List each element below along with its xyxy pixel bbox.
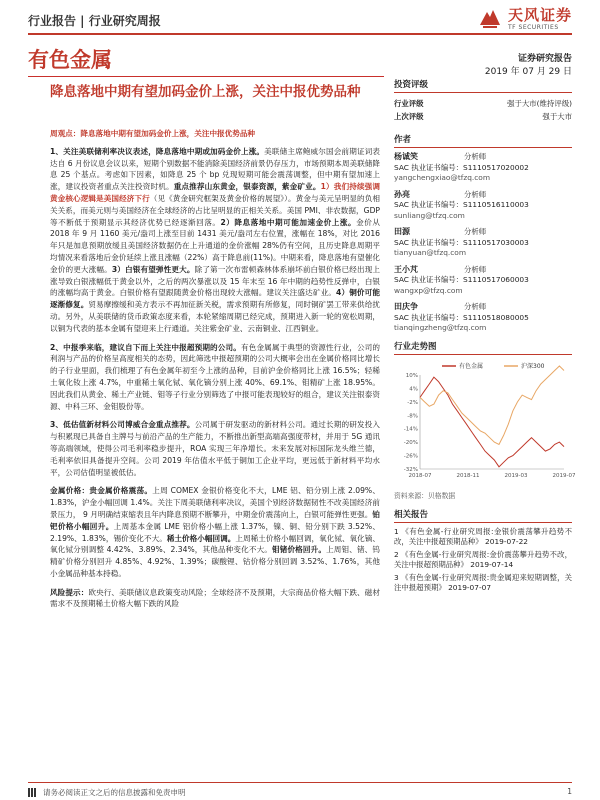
y-tick-label: -26%	[403, 453, 418, 460]
rating-value: 强于大市(维持评级)	[507, 99, 572, 108]
text-run: 上周 COMEX 金银价格变化不大，LME 铝、铅分别上涨 2.09%、1.83%，沪金小幅回调 1.4%。关注下周美联储利率决议，美国个别经济数据韧性不改美国经济前景压力， 9 月明确结束缩表且年内降息预期不断攀升，中期金价震荡向上，白银可能弹性更强。	[50, 486, 380, 519]
paragraph-4	[50, 485, 380, 579]
sector-rule	[28, 76, 384, 77]
related-heading: 相关报告	[394, 508, 572, 523]
author-name: 田庆争	[394, 302, 418, 311]
author-email[interactable]: wangxp@tfzq.com	[394, 285, 463, 295]
x-tick-label: 2019-07	[552, 472, 576, 479]
related-report-item[interactable]: 2 《有色金属-行业研究周报:金价震荡攀升趋势不改，关注中报超预期品种》 2019-07-14	[394, 549, 572, 569]
y-tick-label: 4%	[409, 385, 418, 392]
series-line-1	[420, 377, 564, 467]
author-email[interactable]: tianyuan@tfzq.com	[394, 248, 467, 257]
author-entry	[394, 152, 572, 184]
text-run: 公司属于研发驱动的新材料公司。通过长期的研发投入与积累现已具备自主牌号与前沿产品的生产能力，不断推出新型高端高强度带材，并用于 5G 通讯等高端领域，使得公司毛利率稳步提升，ROA 实现三年净增长。未来发展对标国际龙头维兰德，毛利率依旧具备提升空间。公司 2019 年估值水平低于铜加工企业平均，更远低于新材料平均水平，公司估值明显被低估。	[50, 420, 380, 477]
text-run: 贸易摩擦缓和美方表示不再加征新关税，需求预期有所修复，同时铜矿罢工带来供给扰动。另外，从美联储的货币政策态度来看，本轮紧缩周期已经完成，预期进入新一轮的宽松周期，以铜为代表的基本金属有望迎来上行通道。关注紫金矿业、云南铜业、江西铜业。	[50, 300, 381, 333]
author-heading: 作者	[394, 133, 572, 148]
y-tick-label: -14%	[403, 426, 418, 433]
doc-date: 2019 年 07 月 29 日	[484, 67, 572, 77]
text-run: 欧央行、美联储议息政策变动风险；全球经济不及预期，大宗商品价格大幅下跌、磁材需求不及预期稀土价格大幅下跌的风险	[50, 587, 381, 609]
legend-label: 沪深300	[521, 362, 545, 370]
prev-rating-row	[394, 110, 572, 123]
text-run: 3）白银有望弹性更大。	[111, 264, 195, 274]
text-run: 上周基本金属 LME 铝价格小幅上涨 1.37%，镍、铜、铅分别下跌 3.52%、2.19%、1.83%，锡价变化不大。	[50, 521, 380, 543]
author-role: 分析师	[464, 152, 487, 161]
author-entry	[394, 302, 572, 334]
author-name: 田源	[394, 227, 410, 236]
logo-cn: 天风证券	[507, 5, 572, 24]
author-entry	[394, 265, 572, 297]
author-sac: SAC 执业证书编号：S1110518080005	[394, 312, 529, 322]
legend-label: 有色金属	[459, 362, 484, 370]
header-rule	[28, 33, 572, 35]
x-tick-label: 2019-03	[504, 472, 528, 479]
footer-disclaimer: 请务必阅读正文之后的信息披露和免责申明	[43, 788, 186, 797]
author-sac: SAC 执业证书编号：S1110517020002	[394, 162, 529, 172]
prev-rating-key: 上次评级	[394, 112, 424, 121]
author-name: 王小芃	[394, 264, 418, 274]
rating-row	[394, 97, 572, 110]
text-run: 除了第一次布雷顿森林体系崩坏前白银价格已经出现上涨导致白银涨幅低于黄金以外，之后的两次暴涨以及 15 年末至 16 年中期的趋势性反弹中，白银的涨幅均高于黄金。白银价格有望跟随黄金价格出现较大涨幅。建议关注盛达矿业。	[50, 264, 380, 298]
text-run: 1、关注美联储利率决议表述，降息落地中期或加码金价上涨。	[50, 146, 265, 156]
y-tick-label: -20%	[403, 439, 418, 446]
text-run: 2）降息落地中期可能加速金价上涨。	[220, 217, 357, 227]
qr-code-icon	[28, 788, 37, 797]
author-name: 孙亮	[394, 189, 410, 199]
x-tick-label: 2018-07	[408, 472, 432, 479]
author-email[interactable]: sunliang@tfzq.com	[394, 210, 465, 220]
main-body	[50, 128, 380, 617]
rating-heading: 投资评级	[394, 78, 572, 93]
chart-heading: 行业走势图	[394, 340, 572, 355]
paragraph-5	[50, 587, 380, 611]
footer	[28, 787, 186, 798]
y-tick-label: -8%	[407, 412, 418, 419]
text-run: 金属价格：贵金属价格震荡。	[50, 486, 153, 496]
series-line-2	[420, 366, 564, 444]
view-heading: 周观点：降息落地中期有望加码金价上涨，关注中报优势品种	[50, 129, 256, 138]
author-sac: SAC 执业证书编号：S1110517030003	[394, 237, 529, 247]
author-name: 杨诚笑	[394, 152, 418, 161]
text-run: 钼锗价格回升。	[272, 545, 327, 555]
rating-key: 行业评级	[394, 99, 424, 108]
author-role: 分析师	[464, 264, 487, 274]
paragraph-1	[50, 146, 380, 335]
sector-title: 有色金属	[28, 48, 112, 72]
footer-rule	[28, 782, 572, 783]
author-sac: SAC 执业证书编号：S1110517060003	[394, 275, 529, 284]
doc-type: 证券研究报告	[517, 54, 572, 64]
author-email[interactable]: yangchengxiao@tfzq.com	[394, 173, 491, 182]
y-tick-label: -2%	[407, 399, 418, 406]
text-run: 上周稀土价格小幅回调，氧化铽、氧化镝、氧化铽分别调整 4.42%、3.89%、2.34%，其他品种变化不大。	[50, 533, 381, 555]
author-email[interactable]: tianqingzheng@tfzq.com	[394, 323, 487, 332]
author-role: 分析师	[464, 302, 487, 311]
text-run: 1）我们持续强调黄金核心逻辑是美国经济下行	[50, 182, 380, 203]
text-run: 风险提示：	[50, 587, 89, 597]
text-run: 重点推荐山东黄金，银泰资源，紫金矿业。	[173, 182, 321, 192]
y-tick-label: 10%	[405, 372, 418, 379]
text-run: 3、低估值新材料公司博威合金重点推荐。	[50, 420, 195, 430]
industry-trend-chart	[394, 359, 576, 487]
author-role: 分析师	[464, 227, 487, 236]
report-category: 行业报告 | 行业研究周报	[28, 14, 161, 28]
related-report-item[interactable]: 3 《有色金属-行业研究周报:贵金属迎来短期调整，关注中报超预期》 2019-07-07	[394, 572, 572, 592]
paragraph-3	[50, 419, 380, 478]
text-run: 金价从 2018 年 9 月 1160 美元/盎司上涨至目前 1431 美元/盎司左右位置，涨幅在 18%，对比 2016 年只是加息预期放缓且美国经济数据仍在上升通道的金价涨幅 28%仍有空间，且历史降息周期平均情况来看落地后金价延续上涨且涨幅（22%）高于降息前(11%)。中期来看，降息落地有望催化金价的更大涨幅。	[50, 217, 380, 274]
logo-en: TF SECURITIES	[507, 23, 559, 31]
x-tick-label: 2018-11	[456, 472, 480, 479]
sidebar	[394, 78, 576, 596]
text-run: 2、中报季来临，建议自下而上关注中报超预期的公司。	[50, 342, 241, 352]
text-run: 稀土价格小幅回调。	[166, 533, 236, 543]
report-title: 降息落地中期有望加码金价上涨，关注中报优势品种	[50, 84, 361, 100]
y-tick-label: -32%	[403, 466, 418, 473]
author-role: 分析师	[464, 189, 487, 199]
text-run: 上周钼、锗、钨精矿价格分别回升 4.85%、4.92%、1.39%；碳酸锂、钴价格分别回调 3.52%、1.76%，其他小金属品种基本持稳。	[50, 545, 381, 578]
paragraph-2	[50, 342, 380, 413]
page-number: 1	[567, 787, 572, 796]
text-run: 铂钯价格小幅回升。	[50, 509, 380, 531]
logo-mark-icon	[477, 6, 503, 32]
chart-source: 资料来源：贝格数据	[394, 491, 456, 500]
logo	[477, 6, 572, 32]
related-report-item[interactable]: 1 《有色金属-行业研究周报:金银价震荡攀升趋势不改，关注中报超预期品种》 2019-07-22	[394, 526, 572, 546]
text-run: （见《黄金研究框架及黄金价格的展望》）。黄金与美元呈明显的负相关关系，而美元则与美国经济在全球经济的占比呈明显的正相关关系。美国 PMI、非农数据，GDP 等不断低于预期显示其经济优势已经逐渐回落。	[50, 193, 381, 227]
author-entry	[394, 227, 572, 259]
author-list	[394, 152, 572, 334]
text-run: 美联储主席鲍威尔国会前期证词表达自 6 月份议息会议以来，短期个别数据不能消除美国经济前景仍存压力，市场预期本周美联储降息 25 个基点。考虑如下因素，如降息 25 个 bp 兑现短期可能会震荡调整，但中期有望加速上涨，建议投资者重点关注投资时机。	[50, 146, 381, 192]
text-run: 有色金属属于典型的资源性行业，公司的利润与产品的价格呈高度相关的态势，因此筛选中报超预期的公司大概率会出在金属价格同比增长的子行业里面，我们梳理了有色金属年初至今上涨的品种，目前沪金价格同比上涨 16.5%；轻稀土氧化钕上涨 4.7%，中重稀土氧化铽、氧化镝分别上涨 40%、69.1%、钼精矿上涨 18.95%。因此我们从黄金、稀土产业链、钼等子行业分别筛选了中报可能表现较好的组合，建议关注银泰资源、中科三环、金钼股份等。	[50, 342, 381, 411]
prev-rating-value: 强于大市	[542, 112, 572, 121]
author-entry	[394, 190, 572, 222]
related-list	[394, 527, 572, 594]
text-run: 4）铜价可能逐渐修复。	[50, 288, 380, 310]
author-sac: SAC 执业证书编号：S1110516110003	[394, 200, 529, 209]
